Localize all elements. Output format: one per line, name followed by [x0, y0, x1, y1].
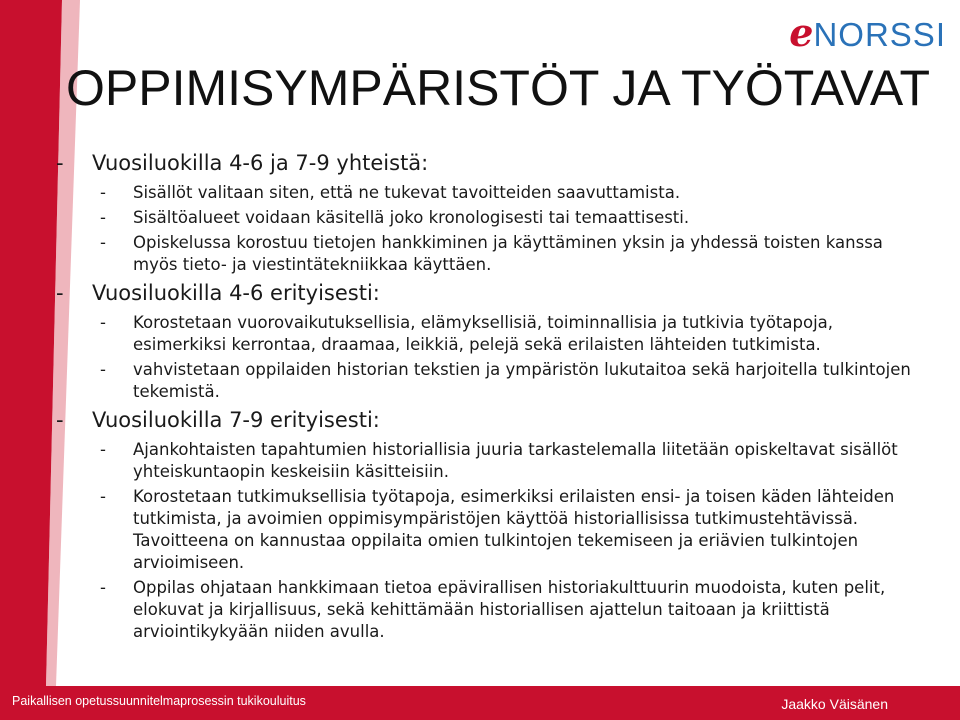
bullet-dash: -: [56, 408, 64, 432]
list-item: [100, 182, 926, 204]
section-heading: [56, 407, 926, 433]
bullet-dash: -: [100, 183, 106, 202]
list-item-text: Korostetaan vuorovaikutuksellisia, elämyksellisiä, toiminnallisia ja tutkivia työtapoja, esimerkiksi kerrontaa, draamaa, leikkiä, pelejä sekä erilaisten lähteiden tutkimista.: [133, 313, 834, 354]
bullet-dash: -: [100, 233, 106, 252]
bullet-dash: -: [100, 313, 106, 332]
bullet-dash: -: [100, 487, 106, 506]
list-item-text: Korostetaan tutkimuksellisia työtapoja, esimerkiksi erilaisten ensi- ja toisen käden lähteiden tutkimista, ja avoimien oppimisympäristöjen käyttöä historiallisissa tutkimustehtävissä. Tavoitteena on kannustaa oppilaita omien tulkintojen tekemiseen ja eriävien tulkintojen arvioimiseen.: [133, 487, 895, 572]
bullet-dash: -: [100, 360, 106, 379]
list-item: [100, 312, 926, 356]
bullet-dash: -: [100, 440, 106, 459]
section-heading: [56, 280, 926, 306]
footer-author: Jaakko Väisänen: [781, 696, 888, 712]
list-item-text: vahvistetaan oppilaiden historian tekstien ja ympäristön lukutaitoa sekä harjoitella tulkintojen tekemistä.: [133, 360, 911, 401]
logo-wordmark: NORSSI: [813, 16, 946, 53]
list-item: [100, 207, 926, 229]
list-item: [100, 439, 926, 483]
enorssi-logo: [789, 12, 946, 54]
list-item: [100, 486, 926, 574]
bullet-dash: -: [100, 578, 106, 597]
page-title: OPPIMISYMPÄRISTÖT JA TYÖTAVAT: [66, 60, 931, 116]
slide-content: [56, 146, 926, 646]
logo-e-letter: e: [789, 10, 814, 55]
list-item: [100, 232, 926, 276]
list-item-text: Ajankohtaisten tapahtumien historiallisia juuria tarkastelemalla liitetään opiskeltavat sisällöt yhteiskuntaopin keskeisiin käsitteisiin.: [133, 440, 898, 481]
list-item: [100, 359, 926, 403]
section-heading-text: Vuosiluokilla 4-6 erityisesti:: [92, 281, 380, 305]
list-item-text: Sisältöalueet voidaan käsitellä joko kronologisesti tai temaattisesti.: [133, 208, 690, 227]
bullet-dash: -: [100, 208, 106, 227]
bullet-dash: -: [56, 151, 64, 175]
section-heading-text: Vuosiluokilla 4-6 ja 7-9 yhteistä:: [92, 151, 429, 175]
list-item-text: Sisällöt valitaan siten, että ne tukevat tavoitteiden saavuttamista.: [133, 183, 681, 202]
list-item: [100, 577, 926, 643]
list-item-text: Oppilas ohjataan hankkimaan tietoa epävirallisen historiakulttuurin muodoista, kuten pelit, elokuvat ja kirjallisuus, sekä kehittämään historiallisen ajattelun taitoaan ja kriittistä arviointikykyään niiden avulla.: [133, 578, 886, 641]
list-item-text: Opiskelussa korostuu tietojen hankkiminen ja käyttäminen yksin ja yhdessä toisten kanssa myös tieto- ja viestintätekniikkaa käyttäen.: [133, 233, 883, 274]
footer-project-name: Paikallisen opetussuunnitelmaprosessin tukikouluitus: [12, 694, 306, 708]
section-heading-text: Vuosiluokilla 7-9 erityisesti:: [92, 408, 380, 432]
section-heading: [56, 150, 926, 176]
bullet-dash: -: [56, 281, 64, 305]
